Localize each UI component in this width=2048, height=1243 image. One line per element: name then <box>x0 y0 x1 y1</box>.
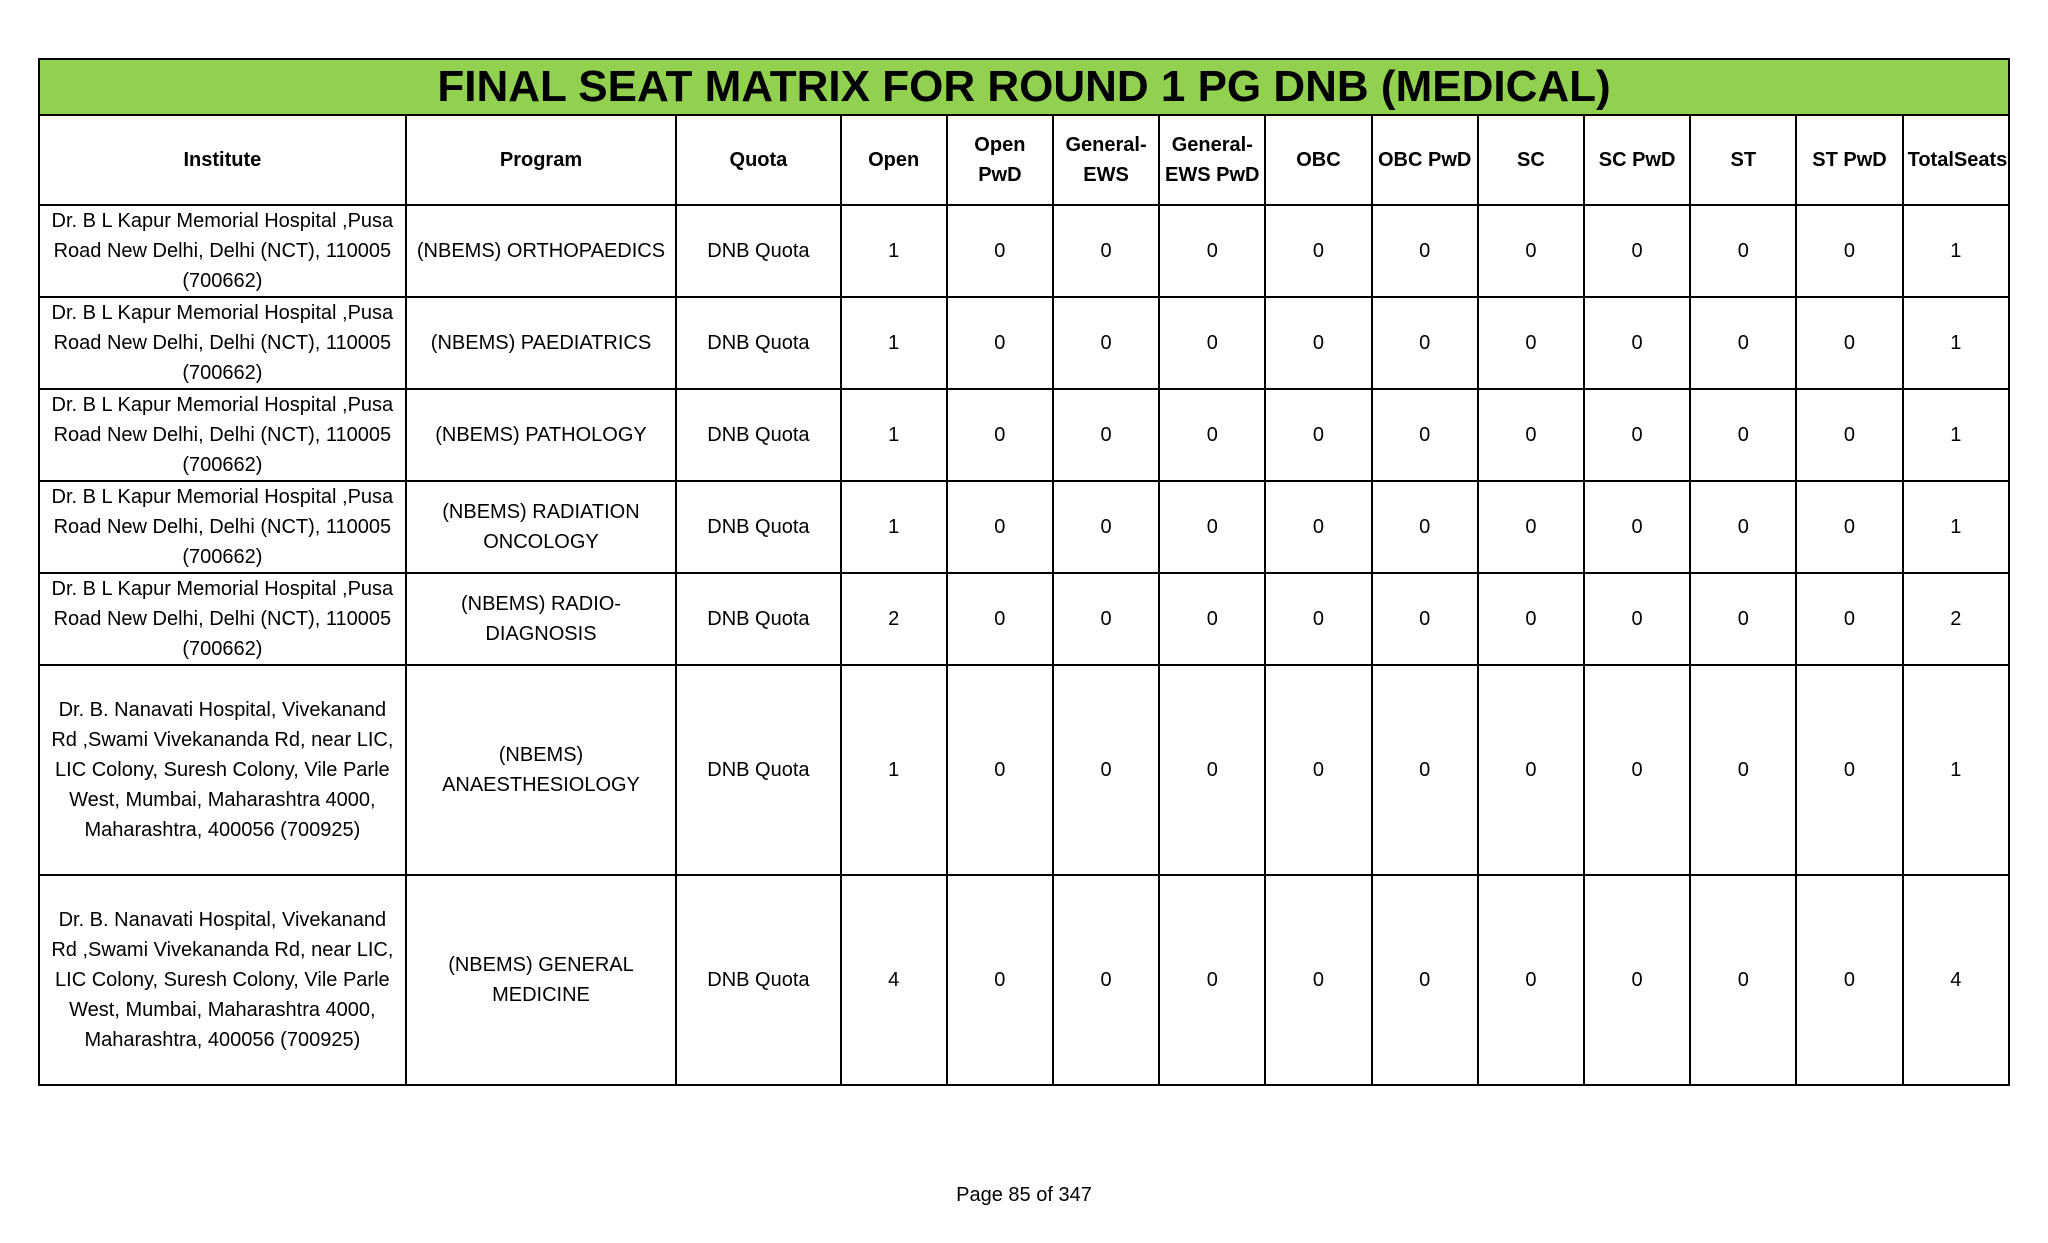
cell-obc-pwd: 0 <box>1372 875 1478 1085</box>
cell-sc: 0 <box>1478 297 1584 389</box>
cell-obc: 0 <box>1265 665 1371 875</box>
cell-quota: DNB Quota <box>676 573 840 665</box>
cell-program: (NBEMS) PATHOLOGY <box>406 389 677 481</box>
cell-st: 0 <box>1690 573 1796 665</box>
cell-total-seats: 1 <box>1903 389 2009 481</box>
cell-st: 0 <box>1690 875 1796 1085</box>
cell-institute: Dr. B L Kapur Memorial Hospital ,Pusa Road New Delhi, Delhi (NCT), 110005 (700662) <box>39 389 406 481</box>
cell-sc: 0 <box>1478 573 1584 665</box>
cell-obc: 0 <box>1265 481 1371 573</box>
cell-open: 1 <box>841 297 947 389</box>
cell-quota: DNB Quota <box>676 665 840 875</box>
cell-open: 1 <box>841 389 947 481</box>
cell-obc: 0 <box>1265 389 1371 481</box>
cell-total-seats: 1 <box>1903 297 2009 389</box>
column-header-open: Open <box>841 115 947 205</box>
cell-open: 4 <box>841 875 947 1085</box>
cell-open-pwd: 0 <box>947 205 1053 297</box>
cell-institute: Dr. B. Nanavati Hospital, Vivekanand Rd ,Swami Vivekananda Rd, near LIC, LIC Colony, Suresh Colony, Vile Parle West, Mumbai, Maharashtra 4000, Maharashtra, 400056 (700925) <box>39 875 406 1085</box>
cell-sc-pwd: 0 <box>1584 205 1690 297</box>
cell-sc-pwd: 0 <box>1584 389 1690 481</box>
column-header-program: Program <box>406 115 677 205</box>
cell-general-ews: 0 <box>1053 573 1159 665</box>
cell-total-seats: 2 <box>1903 573 2009 665</box>
column-header-obc: OBC <box>1265 115 1371 205</box>
table-row <box>39 297 2009 389</box>
cell-quota: DNB Quota <box>676 297 840 389</box>
column-header-total-seats: TotalSeats <box>1903 115 2009 205</box>
cell-st: 0 <box>1690 297 1796 389</box>
cell-st: 0 <box>1690 389 1796 481</box>
cell-sc: 0 <box>1478 875 1584 1085</box>
cell-obc-pwd: 0 <box>1372 297 1478 389</box>
cell-open-pwd: 0 <box>947 297 1053 389</box>
cell-general-ews: 0 <box>1053 205 1159 297</box>
cell-general-ews-pwd: 0 <box>1159 389 1265 481</box>
cell-open: 1 <box>841 665 947 875</box>
cell-obc: 0 <box>1265 205 1371 297</box>
cell-sc-pwd: 0 <box>1584 297 1690 389</box>
seat-matrix-table <box>38 58 2010 1086</box>
cell-st-pwd: 0 <box>1796 297 1902 389</box>
cell-open-pwd: 0 <box>947 389 1053 481</box>
cell-sc-pwd: 0 <box>1584 573 1690 665</box>
table-row <box>39 875 2009 1085</box>
cell-open-pwd: 0 <box>947 481 1053 573</box>
page-title: FINAL SEAT MATRIX FOR ROUND 1 PG DNB (MEDICAL) <box>39 59 2009 115</box>
cell-general-ews-pwd: 0 <box>1159 875 1265 1085</box>
cell-general-ews: 0 <box>1053 389 1159 481</box>
cell-st: 0 <box>1690 665 1796 875</box>
cell-general-ews-pwd: 0 <box>1159 205 1265 297</box>
cell-program: (NBEMS) PAEDIATRICS <box>406 297 677 389</box>
column-header-st: ST <box>1690 115 1796 205</box>
cell-obc-pwd: 0 <box>1372 389 1478 481</box>
cell-sc: 0 <box>1478 665 1584 875</box>
cell-open-pwd: 0 <box>947 875 1053 1085</box>
table-row <box>39 481 2009 573</box>
cell-total-seats: 1 <box>1903 481 2009 573</box>
cell-sc: 0 <box>1478 205 1584 297</box>
cell-program: (NBEMS) ORTHOPAEDICS <box>406 205 677 297</box>
table-body <box>39 205 2009 1085</box>
cell-sc: 0 <box>1478 481 1584 573</box>
cell-obc-pwd: 0 <box>1372 205 1478 297</box>
cell-sc: 0 <box>1478 389 1584 481</box>
cell-general-ews: 0 <box>1053 875 1159 1085</box>
cell-program: (NBEMS) RADIATION ONCOLOGY <box>406 481 677 573</box>
title-row <box>39 59 2009 115</box>
table-row <box>39 205 2009 297</box>
cell-institute: Dr. B L Kapur Memorial Hospital ,Pusa Road New Delhi, Delhi (NCT), 110005 (700662) <box>39 297 406 389</box>
cell-general-ews-pwd: 0 <box>1159 297 1265 389</box>
column-header-general-ews: General-EWS <box>1053 115 1159 205</box>
cell-open: 2 <box>841 573 947 665</box>
cell-total-seats: 4 <box>1903 875 2009 1085</box>
cell-total-seats: 1 <box>1903 205 2009 297</box>
column-header-st-pwd: ST PwD <box>1796 115 1902 205</box>
cell-open: 1 <box>841 205 947 297</box>
column-header-general-ews-pwd: General-EWS PwD <box>1159 115 1265 205</box>
cell-general-ews: 0 <box>1053 665 1159 875</box>
cell-institute: Dr. B L Kapur Memorial Hospital ,Pusa Road New Delhi, Delhi (NCT), 110005 (700662) <box>39 573 406 665</box>
column-header-sc-pwd: SC PwD <box>1584 115 1690 205</box>
cell-institute: Dr. B. Nanavati Hospital, Vivekanand Rd ,Swami Vivekananda Rd, near LIC, LIC Colony, Suresh Colony, Vile Parle West, Mumbai, Maharashtra 4000, Maharashtra, 400056 (700925) <box>39 665 406 875</box>
cell-st-pwd: 0 <box>1796 665 1902 875</box>
cell-quota: DNB Quota <box>676 205 840 297</box>
cell-obc: 0 <box>1265 573 1371 665</box>
table-row <box>39 665 2009 875</box>
cell-program: (NBEMS) GENERAL MEDICINE <box>406 875 677 1085</box>
cell-quota: DNB Quota <box>676 875 840 1085</box>
cell-total-seats: 1 <box>1903 665 2009 875</box>
cell-institute: Dr. B L Kapur Memorial Hospital ,Pusa Road New Delhi, Delhi (NCT), 110005 (700662) <box>39 481 406 573</box>
cell-open: 1 <box>841 481 947 573</box>
cell-sc-pwd: 0 <box>1584 481 1690 573</box>
column-header-row <box>39 115 2009 205</box>
table-row <box>39 389 2009 481</box>
column-header-institute: Institute <box>39 115 406 205</box>
cell-general-ews-pwd: 0 <box>1159 665 1265 875</box>
column-header-obc-pwd: OBC PwD <box>1372 115 1478 205</box>
column-header-sc: SC <box>1478 115 1584 205</box>
cell-st-pwd: 0 <box>1796 205 1902 297</box>
cell-general-ews: 0 <box>1053 297 1159 389</box>
cell-general-ews-pwd: 0 <box>1159 481 1265 573</box>
cell-program: (NBEMS) ANAESTHESIOLOGY <box>406 665 677 875</box>
cell-sc-pwd: 0 <box>1584 875 1690 1085</box>
cell-open-pwd: 0 <box>947 665 1053 875</box>
cell-st: 0 <box>1690 481 1796 573</box>
cell-st-pwd: 0 <box>1796 481 1902 573</box>
cell-obc-pwd: 0 <box>1372 573 1478 665</box>
cell-obc-pwd: 0 <box>1372 481 1478 573</box>
cell-quota: DNB Quota <box>676 481 840 573</box>
cell-program: (NBEMS) RADIO-DIAGNOSIS <box>406 573 677 665</box>
cell-st-pwd: 0 <box>1796 875 1902 1085</box>
cell-st-pwd: 0 <box>1796 573 1902 665</box>
cell-quota: DNB Quota <box>676 389 840 481</box>
cell-sc-pwd: 0 <box>1584 665 1690 875</box>
page-number: Page 85 of 347 <box>956 1184 1092 1206</box>
cell-st-pwd: 0 <box>1796 389 1902 481</box>
cell-institute: Dr. B L Kapur Memorial Hospital ,Pusa Road New Delhi, Delhi (NCT), 110005 (700662) <box>39 205 406 297</box>
cell-obc: 0 <box>1265 297 1371 389</box>
cell-obc: 0 <box>1265 875 1371 1085</box>
table-row <box>39 573 2009 665</box>
cell-general-ews-pwd: 0 <box>1159 573 1265 665</box>
cell-obc-pwd: 0 <box>1372 665 1478 875</box>
cell-general-ews: 0 <box>1053 481 1159 573</box>
cell-open-pwd: 0 <box>947 573 1053 665</box>
column-header-open-pwd: Open PwD <box>947 115 1053 205</box>
cell-st: 0 <box>1690 205 1796 297</box>
column-header-quota: Quota <box>676 115 840 205</box>
